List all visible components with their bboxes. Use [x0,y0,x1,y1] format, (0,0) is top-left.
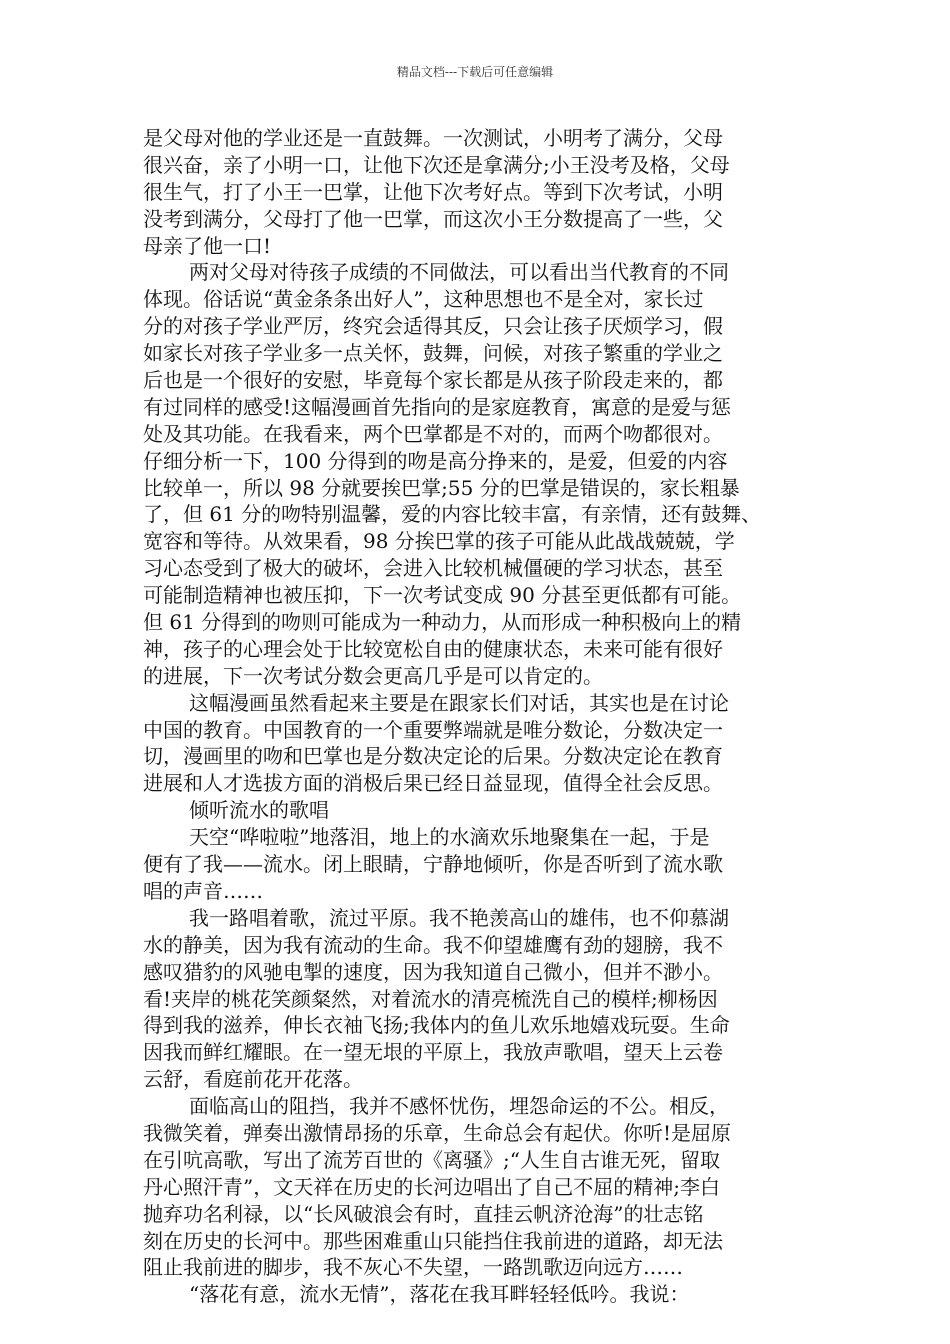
text-line: 感叹猎豹的风驰电掣的速度，因为我知道自己微小，但并不渺小。 [143,959,723,984]
text-line: 便有了我——流水。闭上眼睛，宁静地倾听，你是否听到了流水歌 [143,852,723,877]
text-line: 倾听流水的歌唱 [189,798,329,823]
text-line: 面临高山的阻挡，我并不感怀忧伤，埋怨命运的不公。相反， [189,1094,729,1119]
text-line: 神，孩子的心理会处于比较宽松自由的健康状态，未来可能有很好 [143,636,723,661]
text-line: 水的静美，因为我有流动的生命。我不仰望雄鹰有劲的翅膀，我不 [143,932,723,957]
text-line: 进展和人才选拔方面的消极后果已经日益显现，值得全社会反思。 [143,771,723,796]
text-line: 是父母对他的学业还是一直鼓舞。一次测试，小明考了满分，父母 [143,126,723,150]
text-line: 云舒，看庭前花开花落。 [143,1067,363,1092]
text-line: 处及其功能。在我看来，两个巴掌都是不对的，而两个吻都很对。 [143,421,723,446]
text-line: 很兴奋，亲了小明一口，让他下次还是拿满分;小王没考及格，父母 [143,152,730,177]
text-line: 的进展，下一次考试分数会更高几乎是可以肯定的。 [143,663,603,688]
document-body [143,125,803,1308]
text-line: 看!夹岸的桃花笑颜粲然，对着流水的清亮梳洗自己的模样;柳杨因 [143,986,718,1011]
text-line: 有过同样的感受!这幅漫画首先指向的是家庭教育，寓意的是爱与惩 [143,394,732,419]
text-line: 比较单一，所以 98 分就要挨巴掌;55 分的巴掌是错误的，家长粗暴 [143,475,740,500]
text-line: 抛弃功名利禄，以“长风破浪会有时，直挂云帆济沧海”的壮志铭 [143,1201,704,1226]
page-header: 精品文档---下载后可任意编辑 [396,65,554,79]
text-line: 因我而鲜红耀眼。在一望无垠的平原上，我放声歌唱，望天上云卷 [143,1040,723,1065]
text-line: 仔细分析一下，100 分得到的吻是高分挣来的，是爱，但爱的内容 [143,448,728,473]
text-line: 宽容和等待。从效果看，98 分挨巴掌的孩子可能从此战战兢兢，学 [143,529,735,554]
text-line: 在引吭高歌，写出了流芳百世的《离骚》;“人生自古谁无死，留取 [143,1147,720,1172]
text-line: 天空“哗啦啦”地落泪，地上的水滴欢乐地聚集在一起，于是 [189,825,710,850]
text-line: 如家长对孩子学业多一点关怀，鼓舞，问候，对孩子繁重的学业之 [143,341,723,366]
text-line: 唱的声音…… [143,878,263,903]
text-line: 我一路唱着歌，流过平原。我不艳羡高山的雄伟，也不仰慕湖 [189,905,729,930]
text-line: 两对父母对待孩子成绩的不同做法，可以看出当代教育的不同 [189,260,729,285]
text-line: 没考到满分，父母打了他一巴掌，而这次小王分数提高了一些，父 [143,206,723,231]
text-line: 中国的教育。中国教育的一个重要弊端就是唯分数论，分数决定一 [143,717,723,742]
text-line: 切，漫画里的吻和巴掌也是分数决定论的后果。分数决定论在教育 [143,744,723,769]
text-line: 我微笑着，弹奏出激情昂扬的乐章，生命总会有起伏。你听!是屈原 [143,1120,732,1145]
text-line: 得到我的滋养，伸长衣袖飞扬;我体内的鱼儿欢乐地嬉戏玩耍。生命 [143,1013,730,1038]
text-line: 母亲了他一口! [143,233,272,258]
text-line: 很生气，打了小王一巴掌，让他下次考好点。等到下次考试，小明 [143,179,723,204]
text-line: 了，但 61 分的吻特别温馨，爱的内容比较丰富，有亲情，还有鼓舞、 [143,502,762,527]
text-line: 体现。俗话说“黄金条条出好人”，这种思想也不是全对，家长过 [143,287,704,312]
text-line: 刻在历史的长河中。那些困难重山只能挡住我前进的道路，却无法 [143,1228,723,1253]
text-line: “落花有意，流水无情”，落花在我耳畔轻轻低吟。我说： [189,1282,690,1307]
text-line: 分的对孩子学业严厉，终究会适得其反，只会让孩子厌烦学习，假 [143,314,723,339]
text-line: 阻止我前进的脚步，我不灰心不失望，一路凯歌迈向远方…… [143,1255,683,1280]
text-line: 可能制造精神也被压抑，下一次考试变成 90 分甚至更低都有可能。 [143,583,742,608]
text-line: 习心态受到了极大的破坏，会进入比较机械僵硬的学习状态，甚至 [143,556,723,581]
text-line: 但 61 分得到的吻则可能成为一种动力，从而形成一种积极向上的精 [143,610,742,635]
text-line: 丹心照汗青”，文天祥在历史的长河边唱出了自己不屈的精神;李白 [143,1174,720,1199]
text-line: 这幅漫画虽然看起来主要是在跟家长们对话，其实也是在讨论 [189,690,729,715]
text-line: 后也是一个很好的安慰，毕竟每个家长都是从孩子阶段走来的，都 [143,368,723,393]
